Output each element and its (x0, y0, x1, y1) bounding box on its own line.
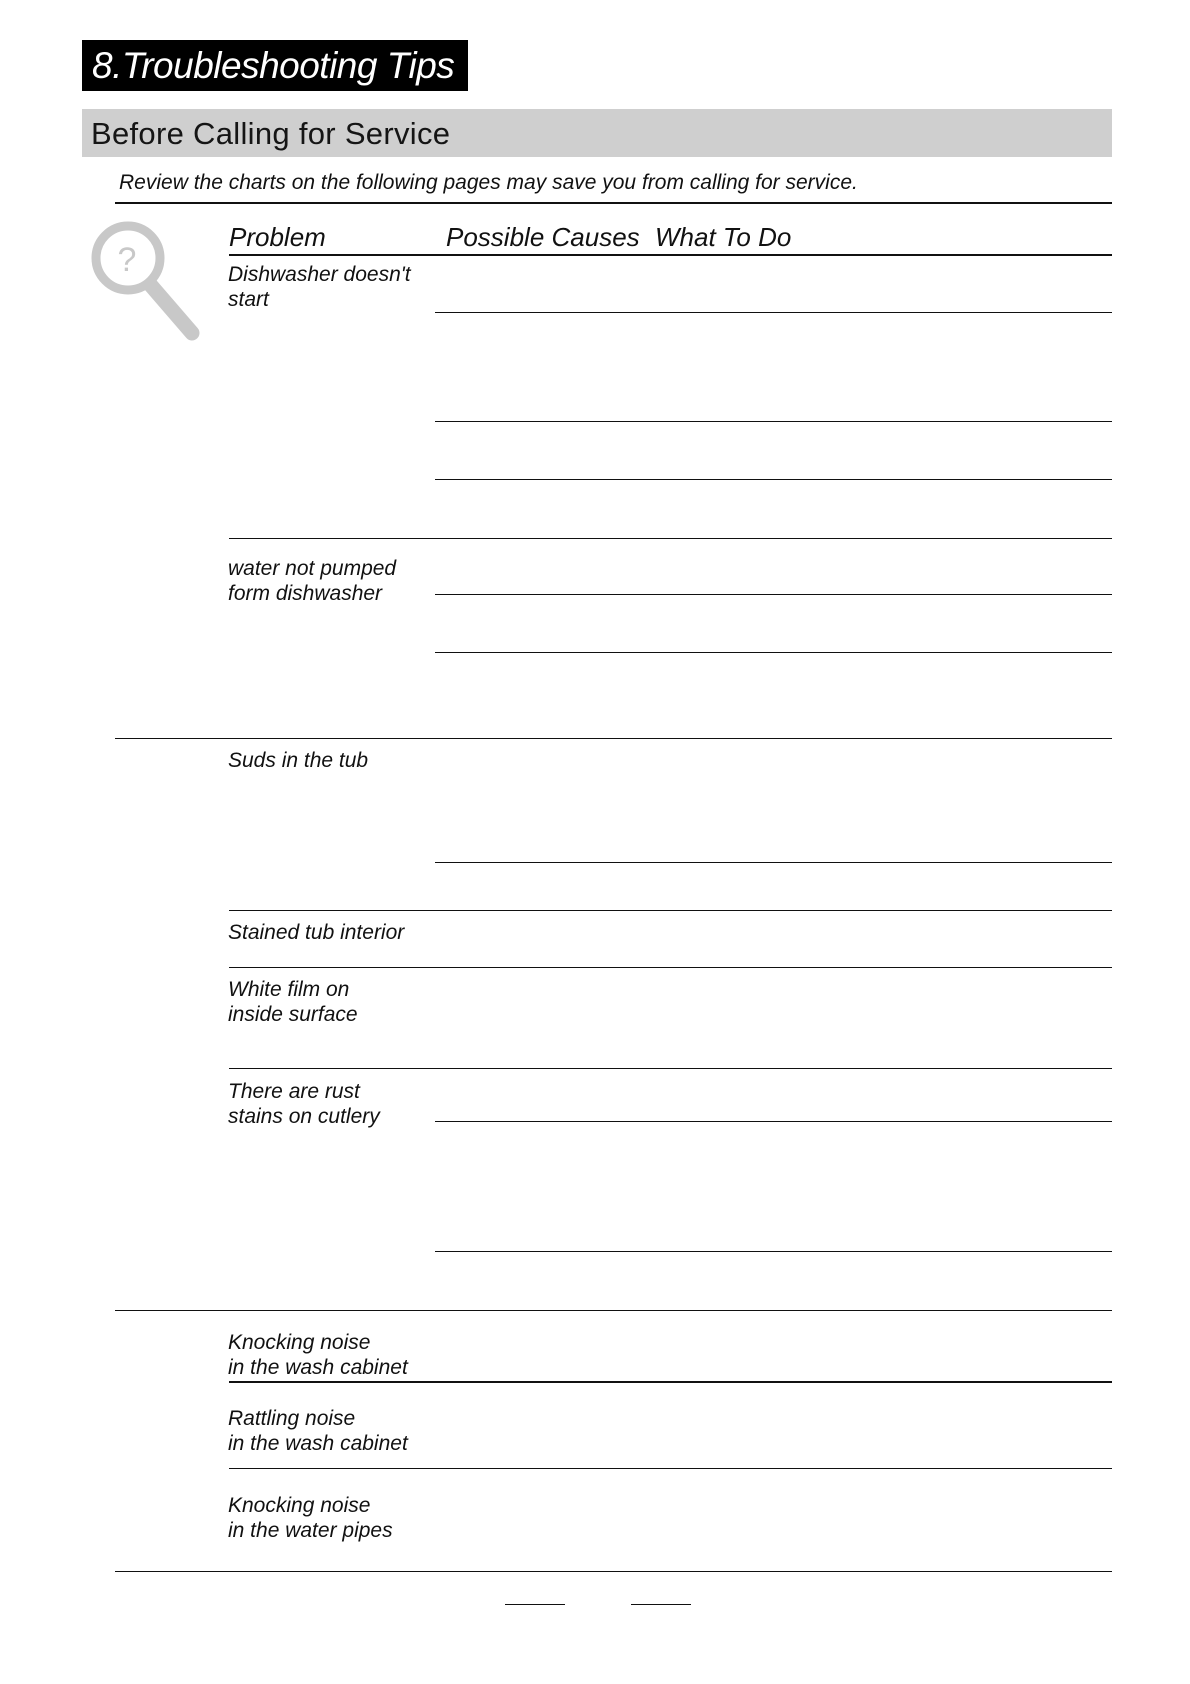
page-number-mark (631, 1604, 691, 1605)
problem-label: Stained tub interior (228, 921, 405, 944)
group-divider (115, 1310, 1112, 1311)
row-divider (435, 479, 1112, 480)
intro-text: Review the charts on the following pages may save you from calling for service. (119, 171, 858, 194)
table-bottom-rule (115, 1571, 1112, 1572)
group-divider (115, 738, 1112, 739)
problem-label: Rattling noise in the wash cabinet (228, 1407, 408, 1455)
problem-label: White film on inside surface (228, 978, 358, 1026)
problem-label: Suds in the tub (228, 749, 369, 772)
row-divider (435, 862, 1112, 863)
row-divider (229, 1381, 1112, 1383)
problem-label: Knocking noise in the water pipes (228, 1494, 393, 1542)
row-divider (435, 1251, 1112, 1252)
section-title: Before Calling for Service (82, 109, 1112, 157)
column-problem-header: Problem (229, 222, 326, 252)
row-divider (435, 312, 1112, 313)
problem-label: There are rust stains on cutlery (228, 1080, 380, 1128)
column-causes-header: Possible Causes (446, 222, 640, 252)
row-divider (229, 910, 1112, 911)
row-divider (435, 421, 1112, 422)
chapter-title: 8.Troubleshooting Tips (82, 40, 468, 91)
header-rule (229, 254, 1112, 256)
row-divider (229, 538, 1112, 539)
row-divider (435, 1121, 1112, 1122)
svg-text:?: ? (117, 241, 137, 279)
intro-rule (115, 202, 1112, 204)
row-divider (435, 594, 1112, 595)
problem-label: Dishwasher doesn't start (228, 263, 411, 311)
page-number-mark (505, 1604, 565, 1605)
problem-label: water not pumped form dishwasher (228, 557, 397, 605)
row-divider (229, 967, 1112, 968)
problem-label: Knocking noise in the wash cabinet (228, 1331, 408, 1379)
row-divider (229, 1468, 1112, 1469)
row-divider (435, 652, 1112, 653)
row-divider (229, 1068, 1112, 1069)
column-todo-header: What To Do (655, 222, 792, 252)
magnifier-question-icon (88, 220, 206, 345)
